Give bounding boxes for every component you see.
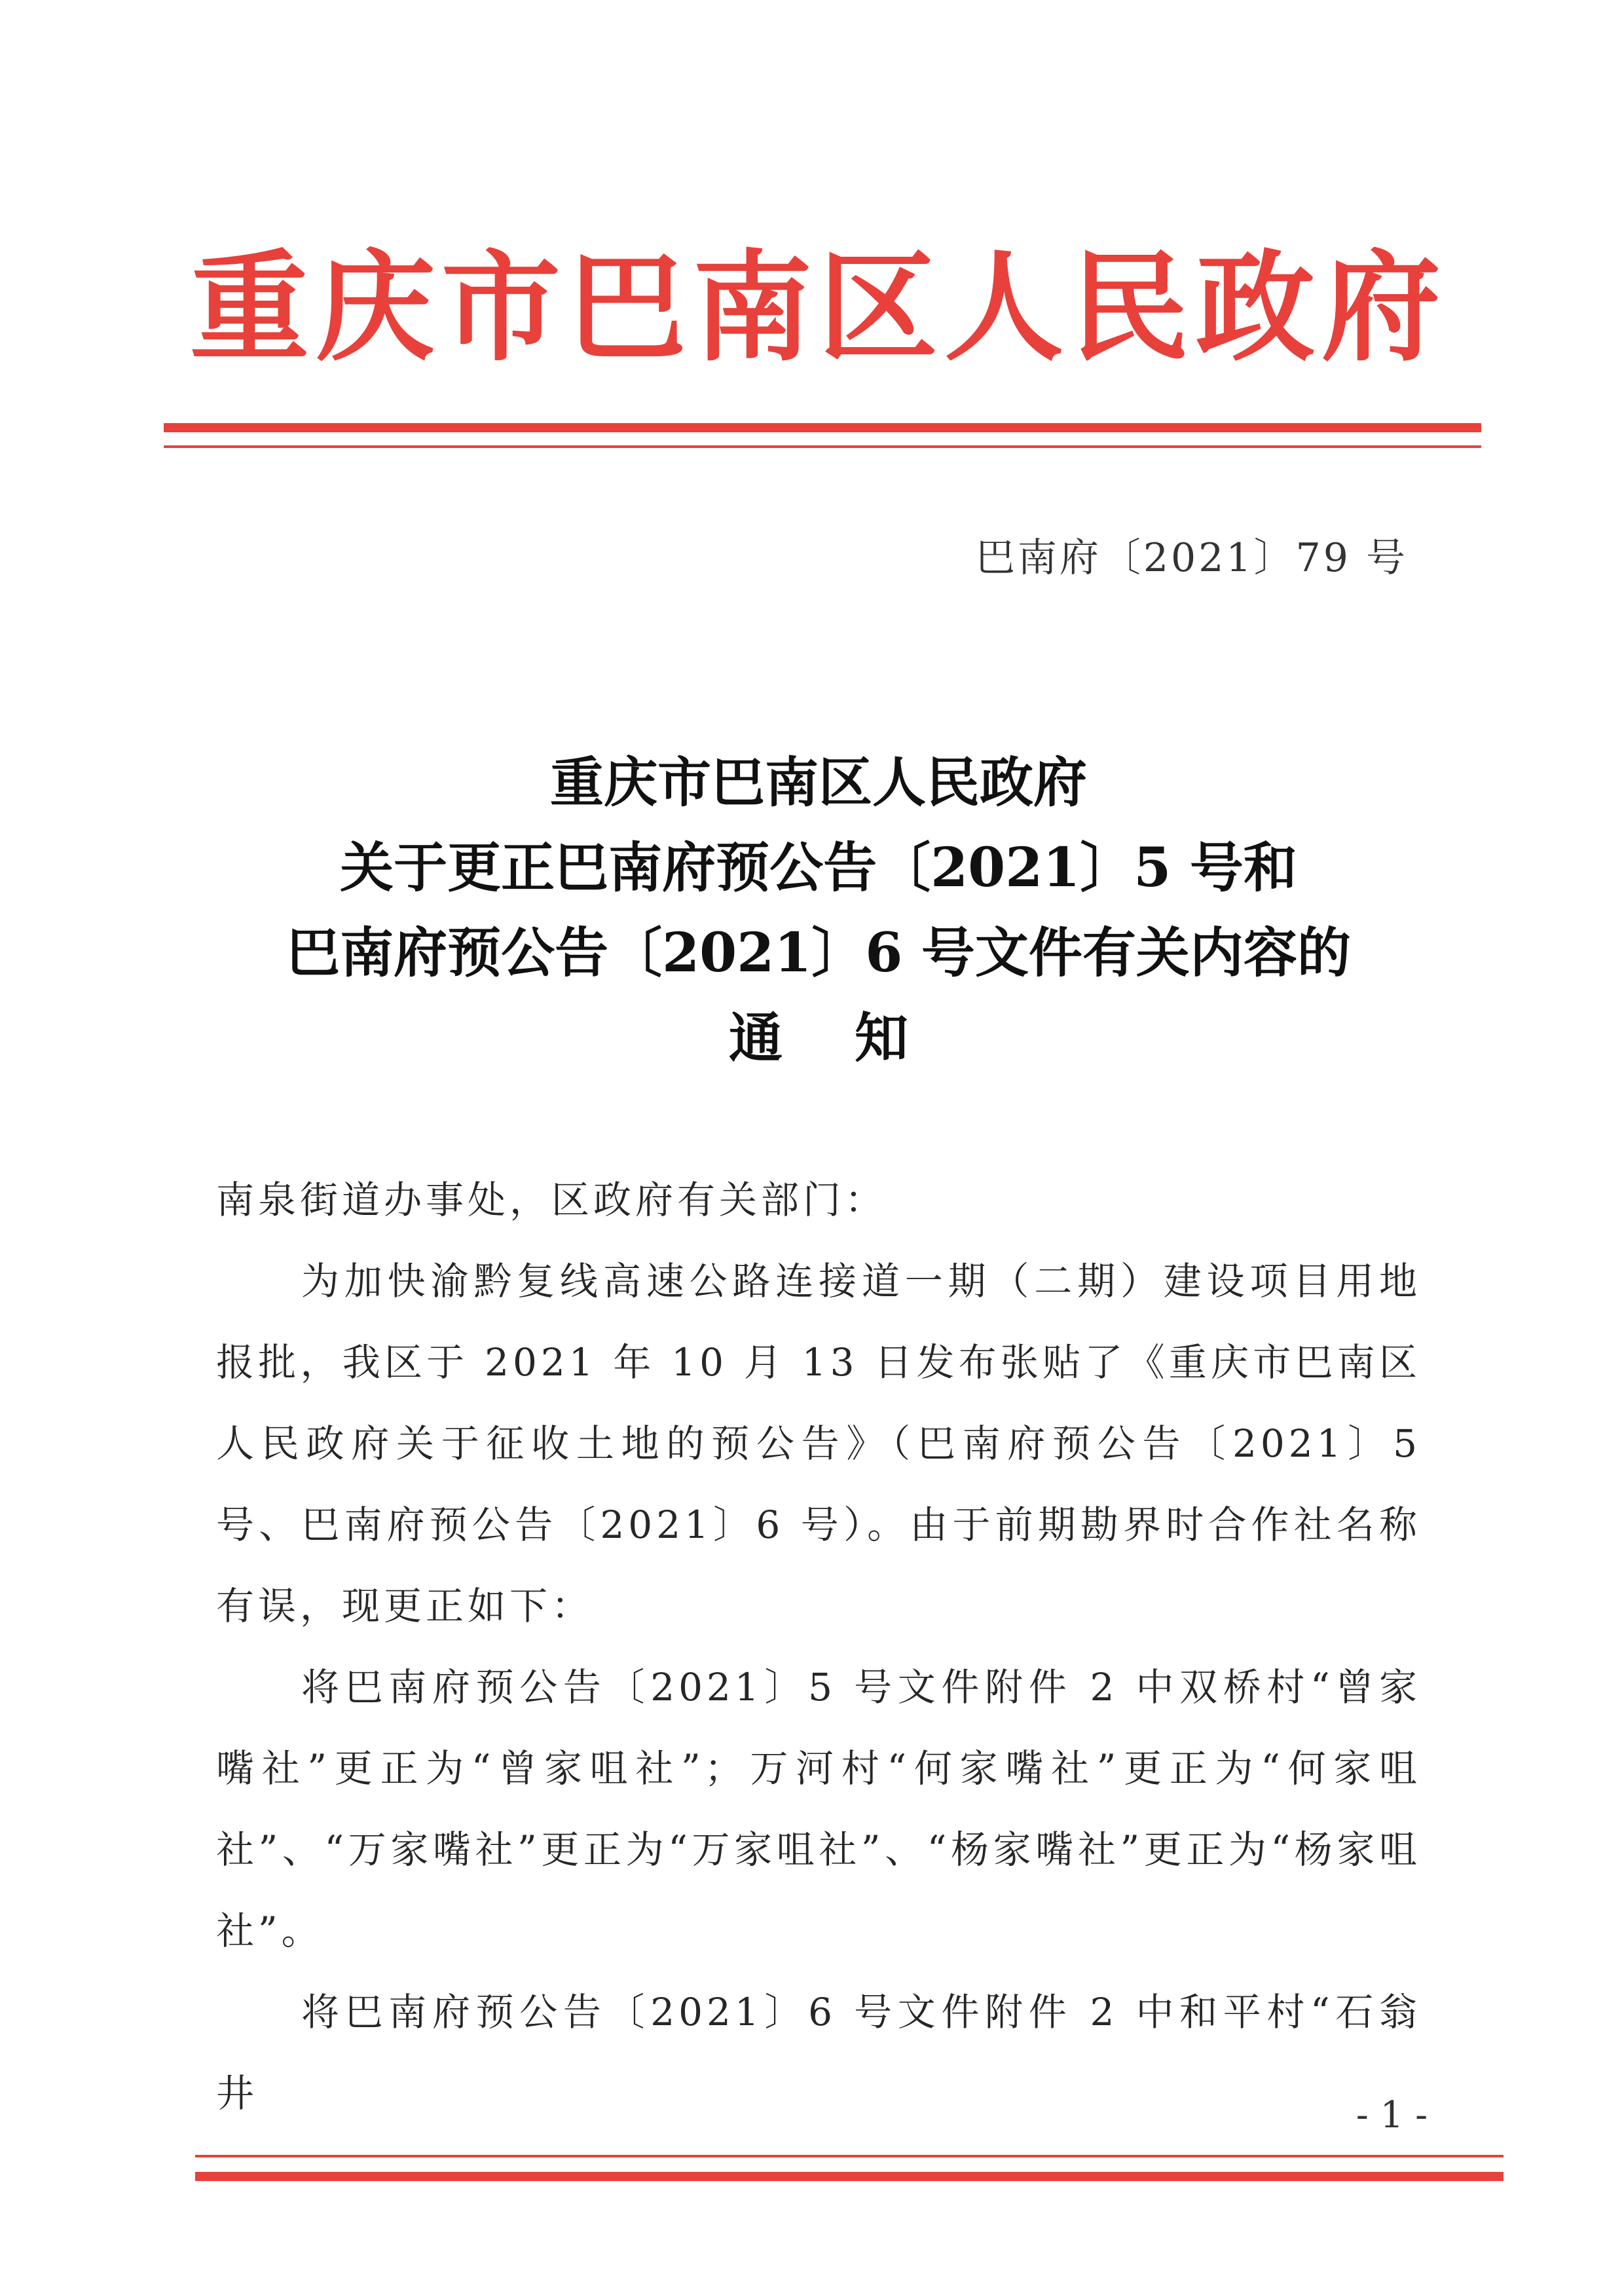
paragraph-2: 将巴南府预公告〔2021〕5 号文件附件 2 中双桥村“曾家嘴社”更正为“曾家咀社”；万河村“何家嘴社”更正为“何家咀社”、“万家嘴社”更正为“万家咀社”、“杨家嘴社”更正为“杨家咀社”。 bbox=[216, 1665, 1421, 1953]
title-line-2: 关于更正巴南府预公告〔2021〕5 号和 bbox=[340, 836, 1297, 899]
paragraph-1: 为加快渝黔复线高速公路连接道一期（二期）建设项目用地报批，我区于 2021 年 10 月 13 日发布张贴了《重庆市巴南区人民政府关于征收土地的预公告》（巴南府预公告〔2021〕5 号、巴南府预公告〔2021〕6 号）。由于前期勘界时合作社名称有误，现更正如下： bbox=[216, 1259, 1421, 1628]
document-body bbox=[216, 1159, 1421, 2134]
document-number: 巴南府〔2021〕79 号 bbox=[975, 535, 1408, 581]
footer-rule-thin bbox=[195, 2155, 1504, 2157]
paragraph-3: 将巴南府预公告〔2021〕6 号文件附件 2 中和平村“石翁井 bbox=[216, 1990, 1421, 2116]
page-number: - 1 - bbox=[1356, 2094, 1428, 2136]
title-line-4: 通知 bbox=[728, 1007, 980, 1070]
title-line-3: 巴南府预公告〔2021〕6 号文件有关内容的 bbox=[286, 922, 1351, 984]
title-line-1: 重庆市巴南区人民政府 bbox=[549, 751, 1087, 814]
masthead-rule-thin bbox=[164, 445, 1481, 448]
footer-rule-thick bbox=[195, 2172, 1504, 2181]
document-title bbox=[164, 740, 1473, 1081]
masthead-rule-thick bbox=[164, 423, 1481, 432]
masthead-title: 重庆市巴南区人民政府 bbox=[190, 238, 1447, 377]
salutation: 南泉街道办事处，区政府有关部门： bbox=[216, 1178, 887, 1222]
